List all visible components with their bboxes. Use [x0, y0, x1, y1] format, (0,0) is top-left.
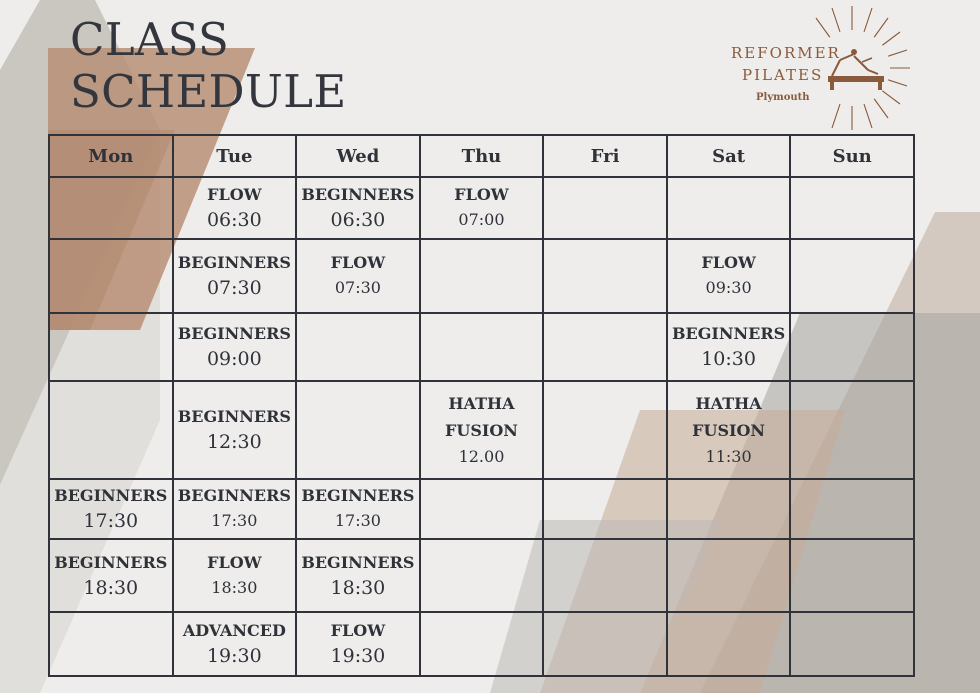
class-cell	[667, 539, 791, 611]
class-cell	[173, 612, 297, 676]
class-name: BEGINNERS	[177, 252, 291, 272]
class-cell	[420, 381, 544, 479]
class-cell	[420, 612, 544, 676]
class-cell	[296, 177, 420, 239]
class-time: 18:30	[211, 577, 258, 597]
class-cell	[296, 479, 420, 539]
class-cell	[173, 539, 297, 611]
class-name: BEGINNERS	[54, 486, 168, 506]
class-cell	[667, 381, 791, 479]
class-time: 12.00	[458, 446, 505, 466]
class-name: FLOW	[207, 552, 262, 572]
class-time: 19:30	[206, 644, 262, 667]
header-row	[49, 135, 914, 177]
class-cell	[543, 313, 667, 381]
day-header-thu: Thu	[420, 135, 544, 177]
class-cell	[173, 313, 297, 381]
class-name: FLOW	[701, 252, 756, 272]
day-header-tue: Tue	[173, 135, 297, 177]
class-time: 11:30	[705, 446, 752, 466]
class-name: BEGINNERS	[177, 323, 291, 343]
class-cell	[790, 539, 914, 611]
class-cell	[420, 177, 544, 239]
class-cell	[790, 177, 914, 239]
class-name: FLOW	[207, 185, 262, 205]
class-cell	[543, 177, 667, 239]
class-time: 17:30	[211, 511, 258, 531]
class-name: BEGINNERS	[301, 185, 415, 205]
class-time: 09:30	[705, 277, 752, 297]
schedule-table	[48, 134, 915, 677]
class-cell	[543, 381, 667, 479]
class-cell	[49, 239, 173, 312]
table-row	[49, 612, 914, 676]
brand-logo	[722, 4, 922, 134]
class-name: FLOW	[454, 185, 509, 205]
class-name: FLOW	[330, 620, 386, 640]
class-name: HATHA FUSION	[445, 393, 518, 440]
class-name: BEGINNERS	[672, 323, 786, 343]
class-cell	[173, 239, 297, 312]
class-name: HATHA FUSION	[692, 393, 766, 440]
table-row	[49, 479, 914, 539]
class-time: 18:30	[83, 576, 139, 599]
class-cell	[49, 177, 173, 239]
class-cell	[790, 313, 914, 381]
class-time: 07:30	[206, 276, 262, 299]
class-cell	[667, 479, 791, 539]
class-name: BEGINNERS	[301, 552, 415, 572]
class-cell	[790, 612, 914, 676]
day-header-sun: Sun	[790, 135, 914, 177]
logo-line-1: REFORMER	[731, 44, 841, 62]
class-cell	[296, 612, 420, 676]
class-cell	[296, 239, 420, 312]
class-name: BEGINNERS	[177, 486, 291, 506]
class-cell	[49, 313, 173, 381]
page-title	[70, 14, 347, 118]
class-name: BEGINNERS	[301, 486, 415, 506]
class-cell	[543, 612, 667, 676]
class-time: 12:30	[206, 430, 262, 453]
class-cell	[420, 479, 544, 539]
day-header-sat: Sat	[667, 135, 791, 177]
day-header-wed: Wed	[296, 135, 420, 177]
class-cell	[173, 177, 297, 239]
class-cell	[296, 539, 420, 611]
class-time: 07:30	[334, 277, 381, 297]
class-cell	[543, 239, 667, 312]
logo-location: Plymouth	[756, 92, 810, 103]
class-name: ADVANCED	[182, 620, 286, 640]
class-cell	[296, 313, 420, 381]
class-cell	[667, 313, 791, 381]
class-name: BEGINNERS	[54, 552, 168, 572]
class-time: 18:30	[330, 576, 386, 599]
logo-line-2: PILATES	[742, 66, 824, 84]
table-row	[49, 177, 914, 239]
table-row	[49, 239, 914, 312]
class-cell	[173, 381, 297, 479]
class-cell	[543, 539, 667, 611]
class-time: 09:00	[206, 347, 262, 370]
class-cell	[420, 313, 544, 381]
class-time: 10:30	[701, 347, 756, 370]
class-time: 17:30	[83, 510, 139, 533]
class-time: 06:30	[330, 209, 386, 232]
class-name: BEGINNERS	[177, 406, 291, 426]
class-cell	[420, 539, 544, 611]
class-cell	[667, 177, 791, 239]
class-cell	[667, 239, 791, 312]
class-cell	[49, 539, 173, 611]
class-cell	[420, 239, 544, 312]
table-row	[49, 381, 914, 479]
day-header-fri: Fri	[543, 135, 667, 177]
class-cell	[49, 612, 173, 676]
class-time: 19:30	[330, 644, 386, 667]
class-cell	[667, 612, 791, 676]
class-cell	[173, 479, 297, 539]
class-cell	[543, 479, 667, 539]
class-cell	[296, 381, 420, 479]
class-cell	[790, 239, 914, 312]
class-cell	[790, 381, 914, 479]
class-cell	[790, 479, 914, 539]
day-header-mon: Mon	[49, 135, 173, 177]
class-cell	[49, 479, 173, 539]
class-name: FLOW	[330, 252, 386, 272]
title-line-2: SCHEDULE	[70, 65, 347, 118]
class-time: 17:30	[334, 511, 381, 531]
class-time: 06:30	[206, 209, 262, 232]
table-row	[49, 539, 914, 611]
table-row	[49, 313, 914, 381]
title-line-1: CLASS	[70, 13, 230, 66]
class-cell	[49, 381, 173, 479]
class-time: 07:00	[458, 210, 505, 230]
